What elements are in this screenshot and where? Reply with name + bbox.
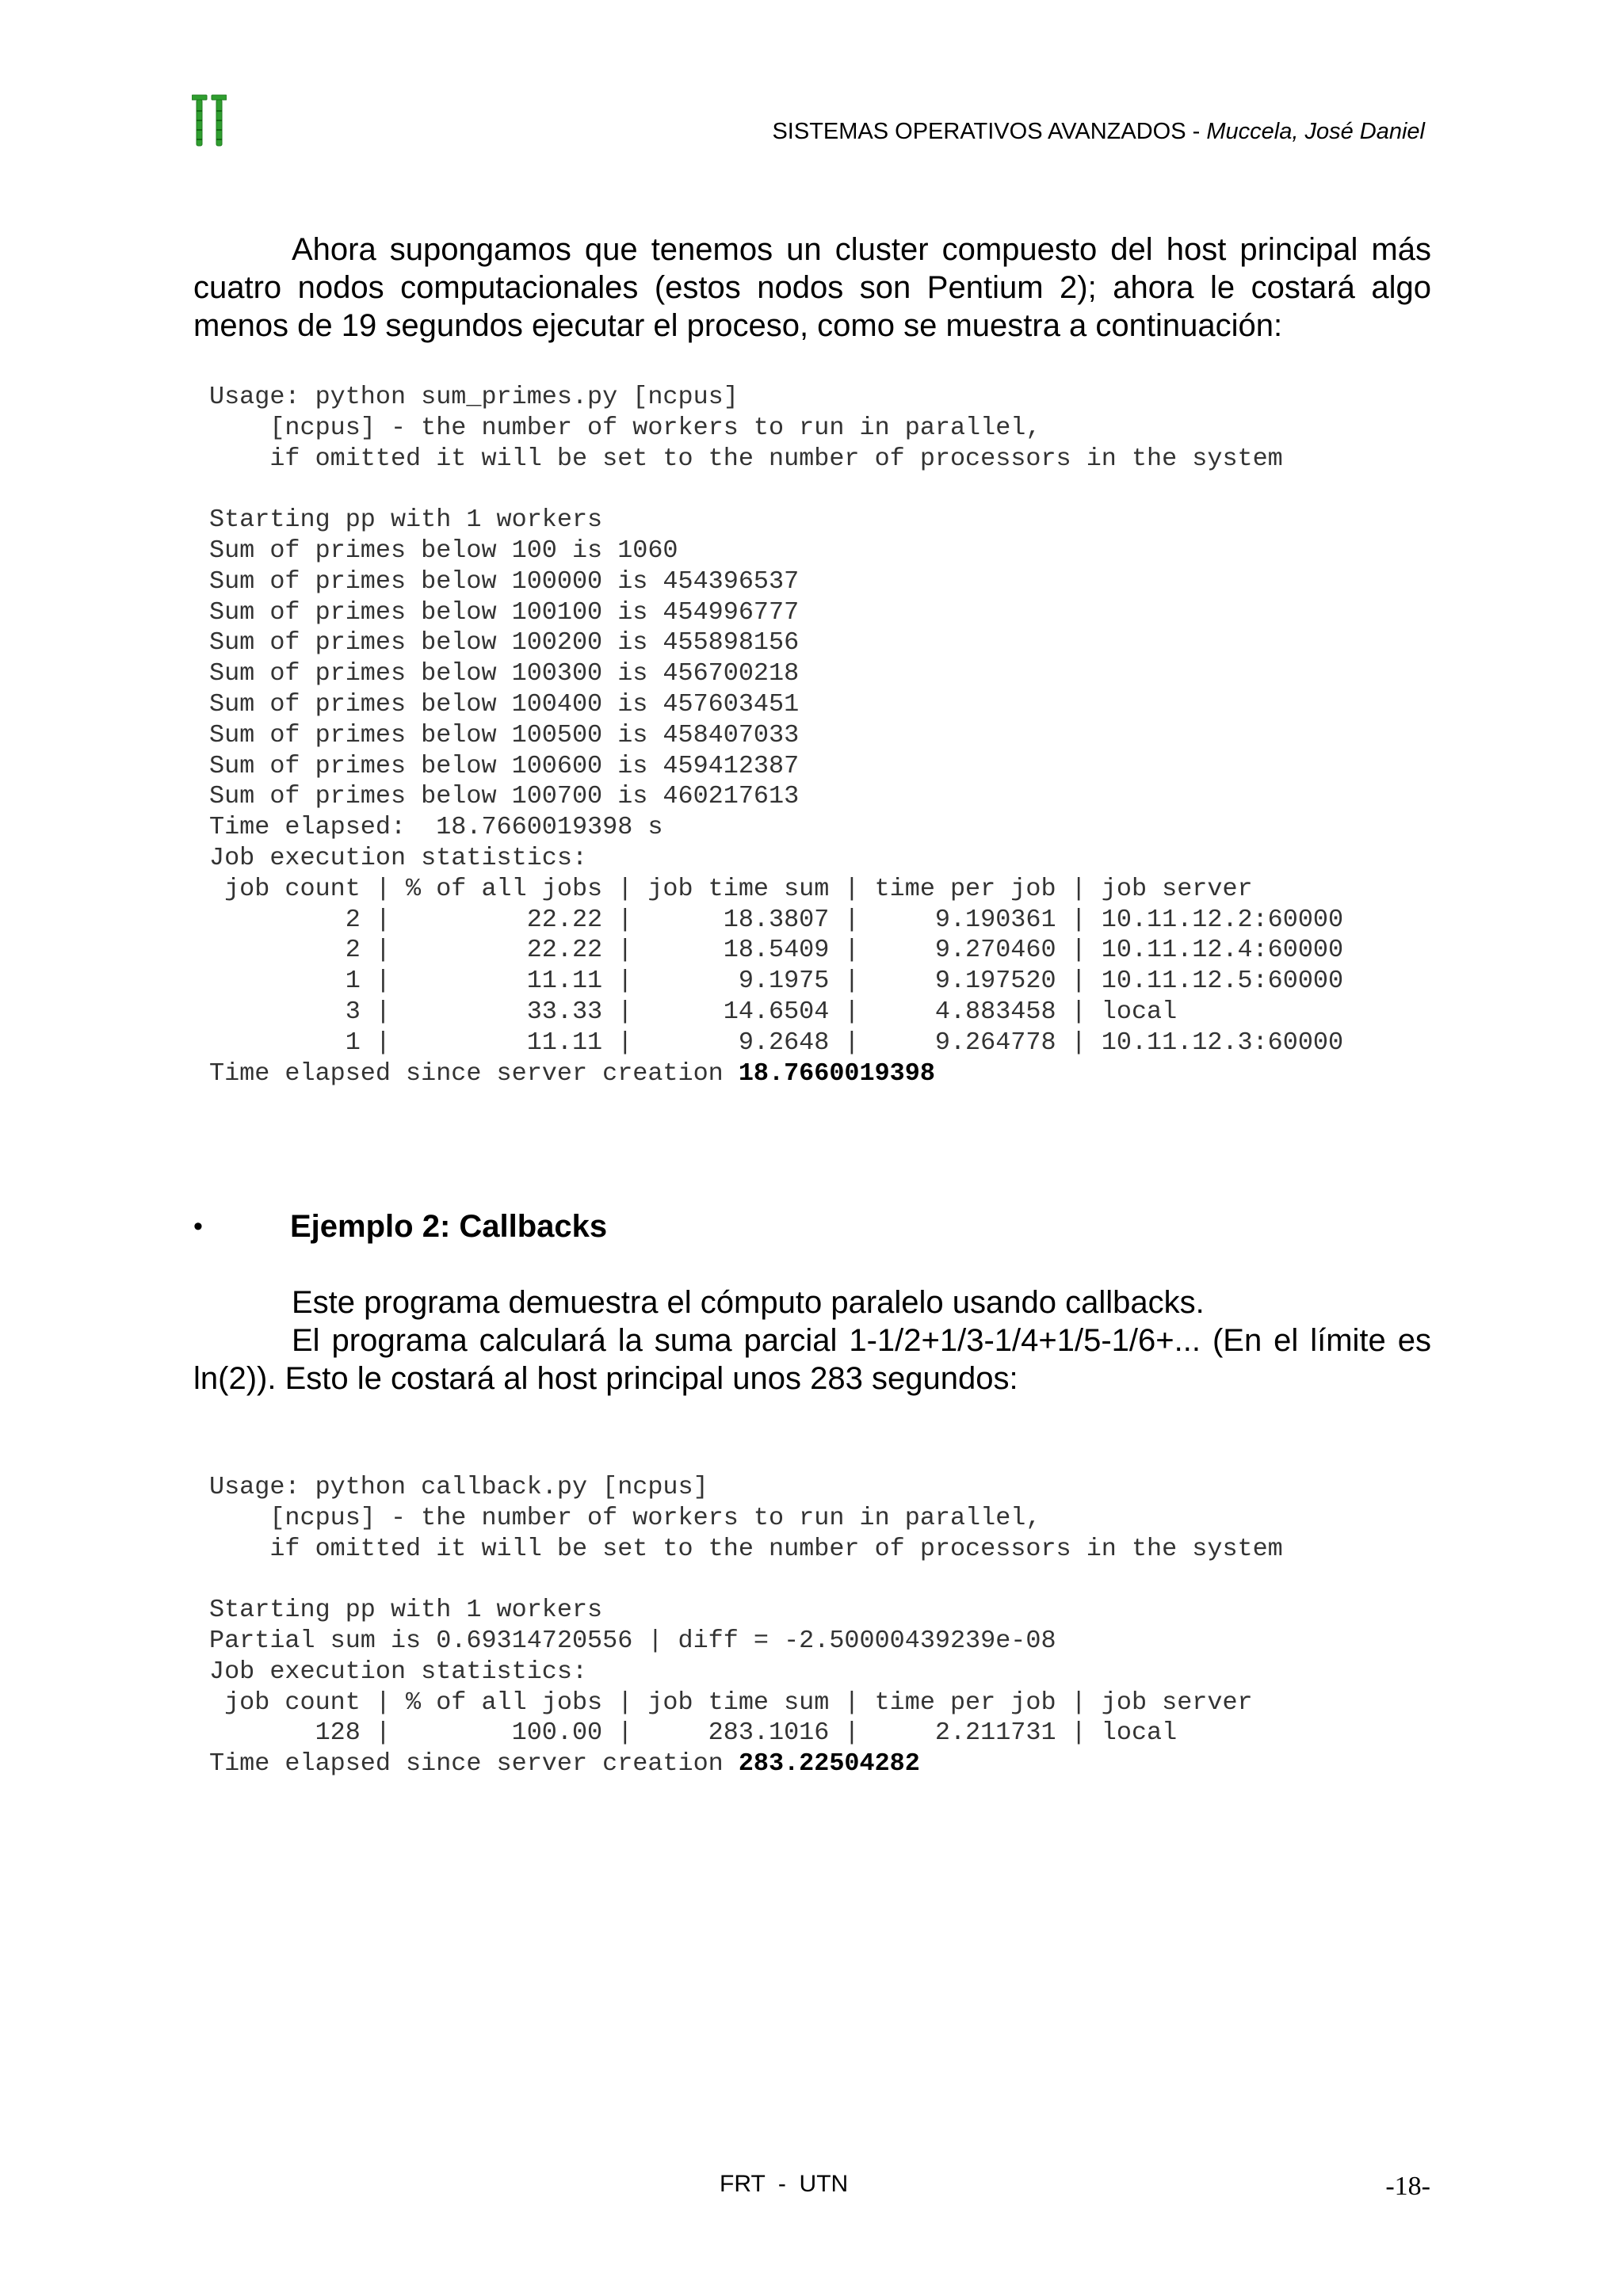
page-number: -18- <box>1385 2172 1430 2201</box>
logo-icon <box>192 93 227 147</box>
example2-text <box>193 1283 1431 1398</box>
code-last-label: Time elapsed since server creation <box>209 1749 739 1779</box>
example2-line1: Este programa demuestra el cómputo paralelo usando callbacks. <box>292 1285 1205 1320</box>
header-author: Muccela, José Daniel <box>1206 119 1425 144</box>
code-lines: Usage: python callback.py [ncpus] [ncpus] - the number of workers to run in parallel, if omitted it will be set to the number of processors in the system Starting pp with 1 workers Partial sum is 0.69314720556 | diff = -2.50000439239e-08 Job execution statistics: job count | % of all jobs | job time sum | time per job | job server 128 | 100.00 | 283.1016 | 2.211731 | local <box>209 1473 1283 1748</box>
page-header <box>772 119 1425 145</box>
footer-institution: FRT - UTN <box>720 2171 849 2197</box>
code-block-sum-primes <box>209 382 1343 1089</box>
bullet-icon: • <box>193 1211 203 1241</box>
header-course: SISTEMAS OPERATIVOS AVANZADOS <box>772 119 1186 144</box>
intro-section <box>193 231 1431 345</box>
intro-paragraph: Ahora supongamos que tenemos un cluster compuesto del host principal más cuatro nodos computacionales (estos nodos son Pentium 2); ahora le costará algo menos de 19 segundos ejecutar el proceso, como se muestra a continuación: <box>193 232 1431 343</box>
section-heading <box>193 1207 1431 1245</box>
code-last-value: 283.22504282 <box>738 1749 920 1779</box>
code-block-callback <box>209 1472 1283 1779</box>
example2-paragraph: El programa calculará la suma parcial 1-1/2+1/3-1/4+1/5-1/6+... (En el límite es ln(2)). Esto le costará al host principal unos 283 segundos: <box>193 1323 1431 1396</box>
header-separator: - <box>1186 119 1207 144</box>
section-title: Ejemplo 2: Callbacks <box>290 1209 608 1244</box>
code-last-label: Time elapsed since server creation <box>209 1058 739 1088</box>
code-lines: Usage: python sum_primes.py [ncpus] [ncpus] - the number of workers to run in parallel, if omitted it will be set to the number of processors in the system Starting pp with 1 workers Sum of primes below 100 is 1060 Sum of primes below 100000 is 454396537 Sum of primes below 100100 is 454996777 Sum of primes below 100200 is 455898156 Sum of primes below 100300 is 456700218 Sum of primes below 100400 is 457603451 Sum of primes below 100500 is 458407033 Sum of primes below 100600 is 459412387 Sum of primes below 100700 is 460217613 Time elapsed: 18.7660019398 s Job execution statistics: job count | % of all jobs | job time sum | time per job | job server 2 | 22.22 | 18.3807 | 9.190361 | 10.11.12.2:60000 2 | 22.22 | 18.5409 | 9.270460 | 10.11.12.4:60000 1 | 11.11 | 9.1975 | 9.197520 | 10.11.12.5:60000 3 | 33.33 | 14.6504 | 4.883458 | local 1 | 11.11 | 9.2648 | 9.264778 | 10.11.12.3:60000 <box>209 383 1344 1057</box>
code-last-value: 18.7660019398 <box>738 1058 935 1088</box>
